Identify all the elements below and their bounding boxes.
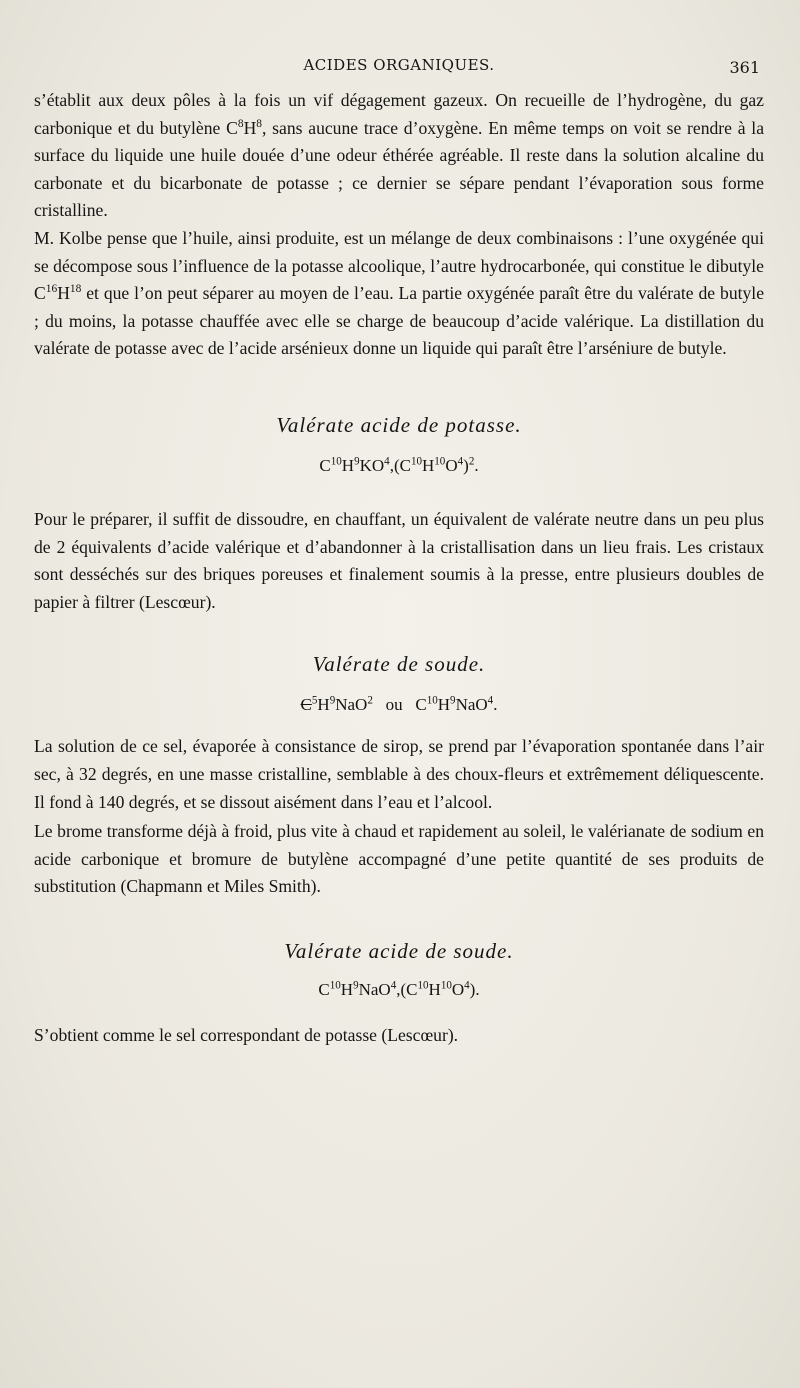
formula-valerate-acide-soude: $C^{10}H^9NaO^4,(C^{10}H^{10}O^4)$.	[318, 979, 480, 999]
paragraph-4: La solution de ce sel, évaporée à consistance de sirop, se prend par l’évaporation spontanée dans l’air sec, à 32 degrés, en une masse cristalline, semblable à des choux-fleurs et extrêmement déliquescente. Il fond à 140 degrés, et se dissout aisément dans l’eau et l’alcool.	[34, 736, 764, 812]
paragraph-6: S’obtient comme le sel correspondant de potasse (Lescœur).	[34, 1024, 459, 1045]
section-title-valerate-acide-soude: Valérate acide de soude.	[284, 938, 514, 963]
section-title-valerate-soude: Valérate de soude.	[312, 652, 486, 677]
paragraph-2: M. Kolbe pense que l’huile, ainsi produite, est un mélange de deux combinaisons : l’une oxygénée qui se décompose sous l’influence de la potasse alcoolique, l’autre hydrocarbonée, qui constitue le dibutyle $C^{16}H^{18}$ et que l’on peut séparer au moyen de l’eau. La partie oxygénée paraît être du valérate de butyle ; du moins, la potasse chauffée avec elle se charge de beaucoup d’acide valérique. La distillation du valérate de potasse avec de l’acide arsénieux donne un liquide qui paraît être l’arséniure de butyle.	[34, 227, 764, 359]
formula-valerate-acide-potasse: $C^{10}H^9KO^4,(C^{10}H^{10}O^4)^2$.	[319, 455, 479, 475]
paragraph-5: Le brome transforme déjà à froid, plus vite à chaud et rapidement au soleil, le valérianate de sodium en acide carbonique et bromure de butylène accompagné d’une petite quantité de ses produits de substitution (Chapmann et Miles Smith).	[34, 821, 764, 897]
running-head: ACIDES ORGANIQUES.	[303, 56, 495, 74]
section-title-valerate-acide-potasse: Valérate acide de potasse.	[276, 412, 522, 437]
page-number: 361	[729, 58, 760, 77]
page-header	[34, 52, 764, 86]
paragraph-3: Pour le préparer, il suffit de dissoudre, en chauffant, un équivalent de valérate neutre dans un peu plus de 2 équivalents d’acide valérique et d’abandonner à la cristallisation dans un lieu frais. Les cristaux sont desséchés sur des briques poreuses et finalement soumis à la presse, entre plusieurs doubles de papier à filtrer (Lescœur).	[34, 508, 764, 612]
paragraph-1: s’établit aux deux pôles à la fois un vif dégagement gazeux. On recueille de l’hydrogène, du gaz carbonique et du butylène $C^8H^8$, sans aucune trace d’oxygène. En même temps on voit se rendre à la surface du liquide une huile douée d’une odeur éthérée agréable. Il reste dans la solution alcaline du carbonate et du bicarbonate de potasse ; ce dernier se sépare pendant l’évaporation sous forme cristalline.	[34, 90, 765, 221]
formula-valerate-soude: $C^5H^9NaO^2$ ou $C^{10}H^9NaO^4$.	[300, 694, 498, 715]
